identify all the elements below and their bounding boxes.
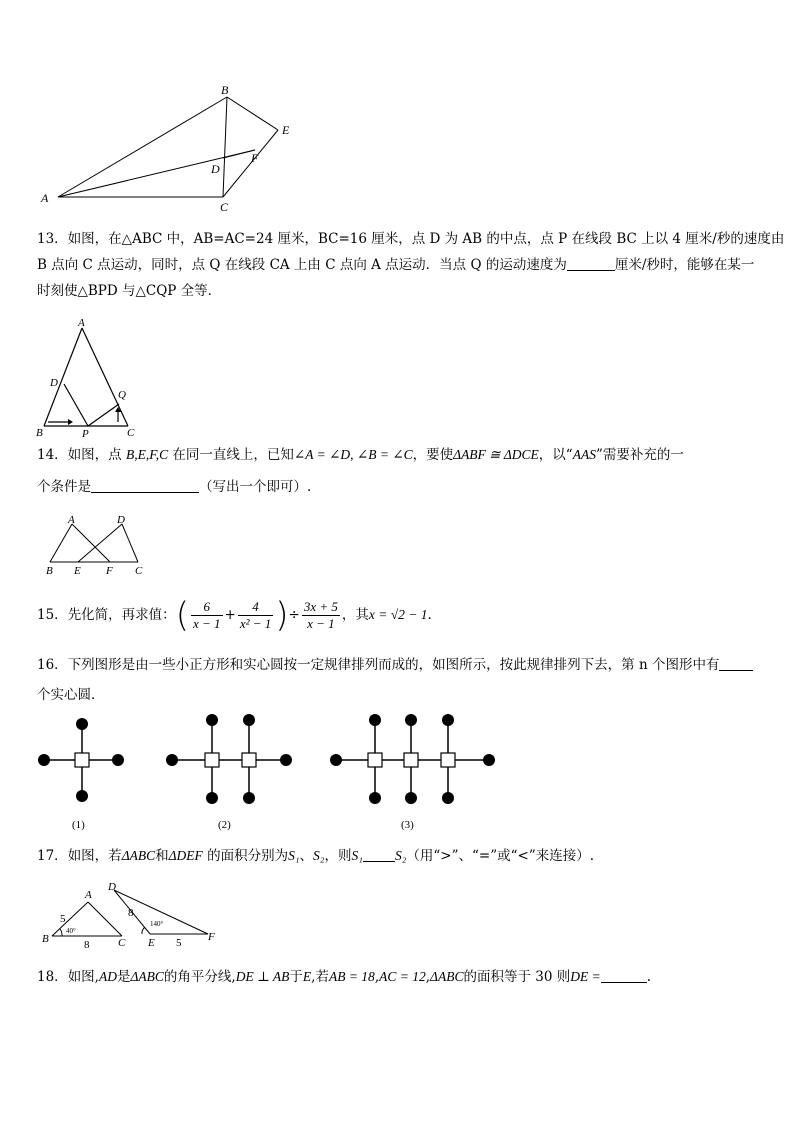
q13-line-3 bbox=[37, 278, 759, 304]
label-c: C bbox=[127, 427, 135, 439]
label-d: D bbox=[211, 162, 220, 176]
q14-text: （写出一个即可）. bbox=[199, 479, 312, 495]
caption-2: (2) bbox=[218, 819, 231, 831]
label-c: C bbox=[135, 565, 143, 577]
fraction-3-numerator: 3x + 5 bbox=[303, 599, 338, 614]
q15-value: x = √2 − 1 bbox=[368, 607, 428, 622]
q17-text: 和 bbox=[155, 848, 169, 864]
label-d: D bbox=[50, 377, 58, 389]
label-a: A bbox=[78, 317, 85, 329]
q14-congruence: ΔABF ≅ ΔDCE bbox=[453, 447, 539, 462]
q18-text: 如图, bbox=[67, 969, 99, 985]
square bbox=[441, 753, 455, 767]
answer-blank[interactable] bbox=[601, 968, 647, 983]
square bbox=[404, 753, 418, 767]
plus-sign: + bbox=[224, 607, 236, 623]
label-p: P bbox=[82, 428, 89, 439]
q18-text: , bbox=[374, 969, 380, 985]
q18-line-1 bbox=[37, 964, 759, 990]
square bbox=[75, 753, 89, 767]
label-b: B bbox=[221, 83, 229, 97]
left-paren: ( bbox=[175, 595, 189, 636]
q14-line-2 bbox=[37, 474, 759, 500]
q14-text: ，以“ bbox=[538, 447, 573, 463]
q17-line-1 bbox=[37, 843, 759, 869]
q15-text: ，其 bbox=[341, 607, 369, 623]
q14-condition: ∠A = ∠D, ∠B = ∠C bbox=[293, 447, 413, 462]
fraction-1-denominator: x − 1 bbox=[192, 616, 221, 631]
figure-q16-pattern bbox=[30, 710, 500, 835]
question-number: 17． bbox=[37, 848, 68, 864]
segment-ab bbox=[58, 97, 227, 197]
label-c: C bbox=[220, 200, 229, 214]
segment-bc bbox=[223, 97, 227, 197]
q14-text: ，要使 bbox=[412, 447, 454, 463]
question-number: 18． bbox=[37, 969, 68, 985]
fraction-2 bbox=[238, 599, 273, 632]
q18-text: 于 bbox=[289, 969, 303, 985]
fraction-3-denominator: x − 1 bbox=[307, 616, 335, 631]
label-e: E bbox=[148, 937, 155, 949]
q16-text-2: 个实心圆． bbox=[37, 687, 105, 703]
answer-blank[interactable] bbox=[91, 478, 199, 493]
fraction-3 bbox=[302, 599, 340, 632]
answer-blank[interactable] bbox=[567, 256, 615, 271]
q18-text: ,若 bbox=[311, 969, 329, 985]
q13-text-3: 时刻使△BPD 与△CQP 全等． bbox=[37, 283, 222, 299]
q18-text: 的面积等于 30 则 bbox=[463, 969, 571, 985]
fraction-2-denominator: x² − 1 bbox=[239, 616, 272, 631]
label-a: A bbox=[68, 514, 75, 526]
measure-ab: 5 bbox=[60, 913, 66, 925]
label-a: A bbox=[41, 191, 49, 205]
q13-text-2b: 厘米/秒时，能够在某一 bbox=[614, 257, 755, 273]
q16-line-2 bbox=[37, 682, 759, 708]
square bbox=[368, 753, 382, 767]
figure-q17-triangles bbox=[38, 880, 228, 952]
label-d: D bbox=[108, 881, 116, 893]
q16-text-1: 下列图形是由一些小正方形和实心圆按一定规律排列而成的，如图所示，按此规律排列下去，第 n 个图形中有 bbox=[67, 657, 720, 673]
q16-line-1 bbox=[37, 652, 759, 678]
label-f: F bbox=[106, 565, 113, 577]
answer-blank[interactable] bbox=[719, 656, 753, 671]
measure-ef: 5 bbox=[176, 937, 182, 949]
label-f: F bbox=[251, 151, 259, 165]
label-e: E bbox=[74, 565, 81, 577]
measure-df: 8 bbox=[128, 907, 134, 919]
q15-end: . bbox=[427, 607, 432, 623]
q14-text: 在同一直线上，已知 bbox=[168, 447, 294, 463]
measure-angle-e: 140° bbox=[150, 920, 164, 928]
answer-blank[interactable] bbox=[363, 847, 395, 862]
fraction-1 bbox=[191, 599, 223, 632]
q18-ab: AB = 18 bbox=[328, 969, 375, 984]
question-13 bbox=[37, 226, 785, 304]
q17-text: （用“>”、“=”或“<”来连接）. bbox=[406, 848, 595, 864]
label-e: E bbox=[282, 123, 290, 137]
q18-text: 的角平分线, bbox=[163, 969, 236, 985]
q18-text: , bbox=[425, 969, 431, 985]
q15-line-1 bbox=[37, 595, 759, 635]
q17-s1b: S₁ bbox=[351, 848, 363, 863]
q13-text-2a: B 点向 C 点运动，同时，点 Q 在线段 CA 上由 C 点向 A 点运动．当点 Q 的运动速度为 bbox=[37, 257, 567, 273]
square bbox=[242, 753, 256, 767]
question-18 bbox=[37, 964, 759, 990]
q14-points: B,E,F,C bbox=[125, 447, 169, 462]
q14-text: 个条件是 bbox=[37, 479, 91, 495]
label-d: D bbox=[117, 514, 125, 526]
q18-e: E bbox=[302, 969, 312, 984]
label-b: B bbox=[42, 933, 49, 945]
measure-bc: 8 bbox=[84, 939, 90, 951]
fraction-1-numerator: 6 bbox=[191, 599, 223, 616]
q13-text-1: 如图，在△ABC 中，AB=AC=24 厘米，BC=16 厘米，点 D 为 AB 的中点，点 P 在线段 BC 上以 4 厘米/秒的速度由 bbox=[67, 231, 785, 247]
q15-text: 先化简，再求值： bbox=[67, 607, 176, 623]
caption-1: (1) bbox=[72, 819, 85, 831]
figure-q13-triangle bbox=[32, 314, 152, 439]
question-17 bbox=[37, 843, 759, 869]
fraction-2-numerator: 4 bbox=[238, 599, 273, 616]
q18-abc2: ΔABC bbox=[430, 969, 464, 984]
label-b: B bbox=[36, 427, 43, 439]
question-number: 16． bbox=[37, 657, 68, 673]
q18-ac: AC = 12 bbox=[379, 969, 426, 984]
measure-angle-b: 40° bbox=[66, 927, 76, 935]
label-f: F bbox=[208, 931, 215, 943]
q18-end: . bbox=[646, 969, 651, 985]
question-number: 14． bbox=[37, 447, 68, 463]
label-b: B bbox=[46, 565, 53, 577]
question-15 bbox=[37, 595, 759, 635]
question-number: 15． bbox=[37, 607, 68, 623]
q17-text: 的面积分别为 bbox=[202, 848, 289, 864]
q17-text: ，则 bbox=[324, 848, 352, 864]
label-a: A bbox=[85, 889, 92, 901]
q17-sep: 、 bbox=[299, 848, 314, 864]
q17-s2: S₂ bbox=[313, 848, 325, 863]
q17-def: ΔDEF bbox=[168, 848, 203, 863]
q17-s1: S₁ bbox=[288, 848, 300, 863]
divide-sign: ÷ bbox=[288, 607, 300, 623]
question-14 bbox=[37, 442, 759, 500]
figure-triangle-abc-e-f bbox=[30, 80, 310, 215]
q14-aas: AAS bbox=[572, 447, 596, 462]
label-c: C bbox=[118, 937, 126, 949]
label-q: Q bbox=[118, 389, 126, 401]
q18-de: DE = bbox=[570, 969, 601, 984]
q18-abc: ΔABC bbox=[130, 969, 164, 984]
q18-perp: DE ⊥ AB bbox=[235, 969, 290, 984]
caption-3: (3) bbox=[401, 819, 414, 831]
square bbox=[205, 753, 219, 767]
q18-text: 是 bbox=[116, 969, 131, 985]
right-paren: ) bbox=[275, 595, 289, 636]
q13-line-1 bbox=[37, 226, 785, 252]
q14-text: 如图，点 bbox=[67, 447, 126, 463]
segment-be bbox=[227, 97, 278, 130]
q17-s2b: S₂ bbox=[394, 848, 407, 863]
q14-text: ”需要补充的一 bbox=[595, 447, 684, 463]
question-16 bbox=[37, 652, 759, 708]
q14-line-1 bbox=[37, 442, 759, 468]
q18-ad: AD bbox=[98, 969, 117, 984]
figure-q14-triangles bbox=[40, 512, 150, 578]
question-number: 13． bbox=[37, 231, 68, 247]
q17-abc: ΔABC bbox=[121, 848, 156, 863]
q17-text: 如图，若 bbox=[67, 848, 122, 864]
q13-line-2 bbox=[37, 252, 759, 278]
